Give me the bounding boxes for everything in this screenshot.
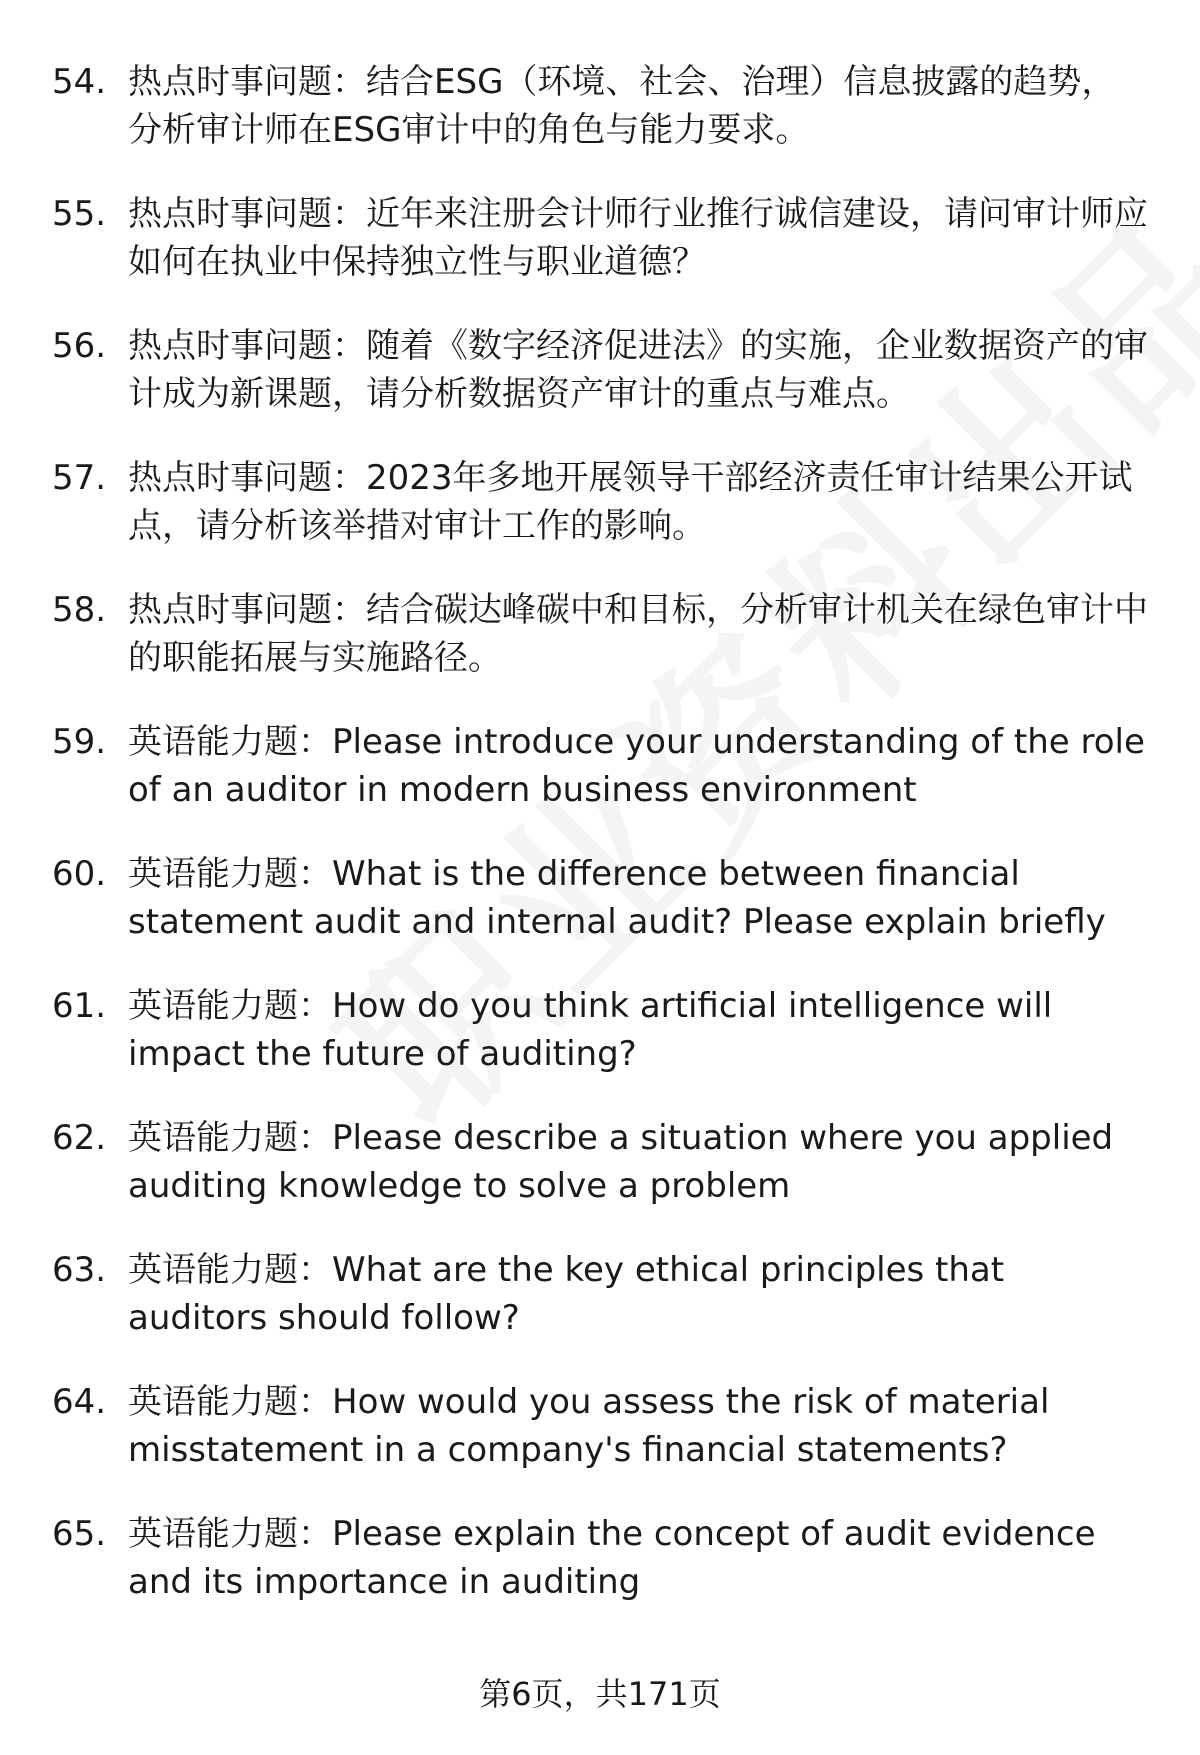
question-number: 58. <box>52 590 107 630</box>
question-item <box>0 982 1200 1114</box>
question-item <box>0 1114 1200 1246</box>
question-number: 62. <box>52 1118 107 1158</box>
question-number: 63. <box>52 1250 107 1290</box>
question-text: 英语能力题：Please introduce your understanding of the role of an auditor in modern business environment <box>128 722 1145 810</box>
question-text: 英语能力题：Please describe a situation where you applied auditing knowledge to solve a problem <box>128 1118 1114 1206</box>
question-text: 热点时事问题：2023年多地开展领导干部经济责任审计结果公开试点，请分析该举措对审计工作的影响。 <box>128 458 1133 546</box>
question-number: 57. <box>52 458 107 498</box>
question-text: 英语能力题：Please explain the concept of audit evidence and its importance in auditing <box>128 1514 1096 1602</box>
question-item <box>0 850 1200 982</box>
question-item <box>0 58 1200 190</box>
question-list <box>0 58 1200 1642</box>
question-number: 61. <box>52 986 107 1026</box>
question-number: 55. <box>52 194 107 234</box>
question-item <box>0 454 1200 586</box>
question-number: 60. <box>52 854 107 894</box>
question-number: 64. <box>52 1382 107 1422</box>
question-text: 英语能力题：What is the difference between financial statement audit and internal audit? Please explain briefly <box>128 854 1106 942</box>
question-number: 59. <box>52 722 107 762</box>
question-item <box>0 190 1200 322</box>
question-item <box>0 1510 1200 1642</box>
question-text: 热点时事问题：结合碳达峰碳中和目标，分析审计机关在绿色审计中的职能拓展与实施路径。 <box>128 590 1148 678</box>
question-text: 英语能力题：What are the key ethical principles that auditors should follow? <box>128 1250 1005 1338</box>
question-item <box>0 1378 1200 1510</box>
question-text: 热点时事问题：近年来注册会计师行业推行诚信建设，请问审计师应如何在执业中保持独立性与职业道德？ <box>128 194 1148 282</box>
question-item <box>0 1246 1200 1378</box>
question-item <box>0 322 1200 454</box>
question-text: 英语能力题：How would you assess the risk of material misstatement in a company's financial statements? <box>128 1382 1050 1470</box>
question-item <box>0 718 1200 850</box>
page-footer: 第6页，共171页 <box>479 1675 721 1713</box>
question-text: 英语能力题：How do you think artificial intelligence will impact the future of auditing? <box>128 986 1053 1074</box>
question-text: 热点时事问题：结合ESG（环境、社会、治理）信息披露的趋势，分析审计师在ESG审计中的角色与能力要求。 <box>128 62 1116 150</box>
question-number: 56. <box>52 326 107 366</box>
question-number: 54. <box>52 62 107 102</box>
question-item <box>0 586 1200 718</box>
question-number: 65. <box>52 1514 107 1554</box>
question-text: 热点时事问题：随着《数字经济促进法》的实施，企业数据资产的审计成为新课题，请分析数据资产审计的重点与难点。 <box>128 326 1148 414</box>
